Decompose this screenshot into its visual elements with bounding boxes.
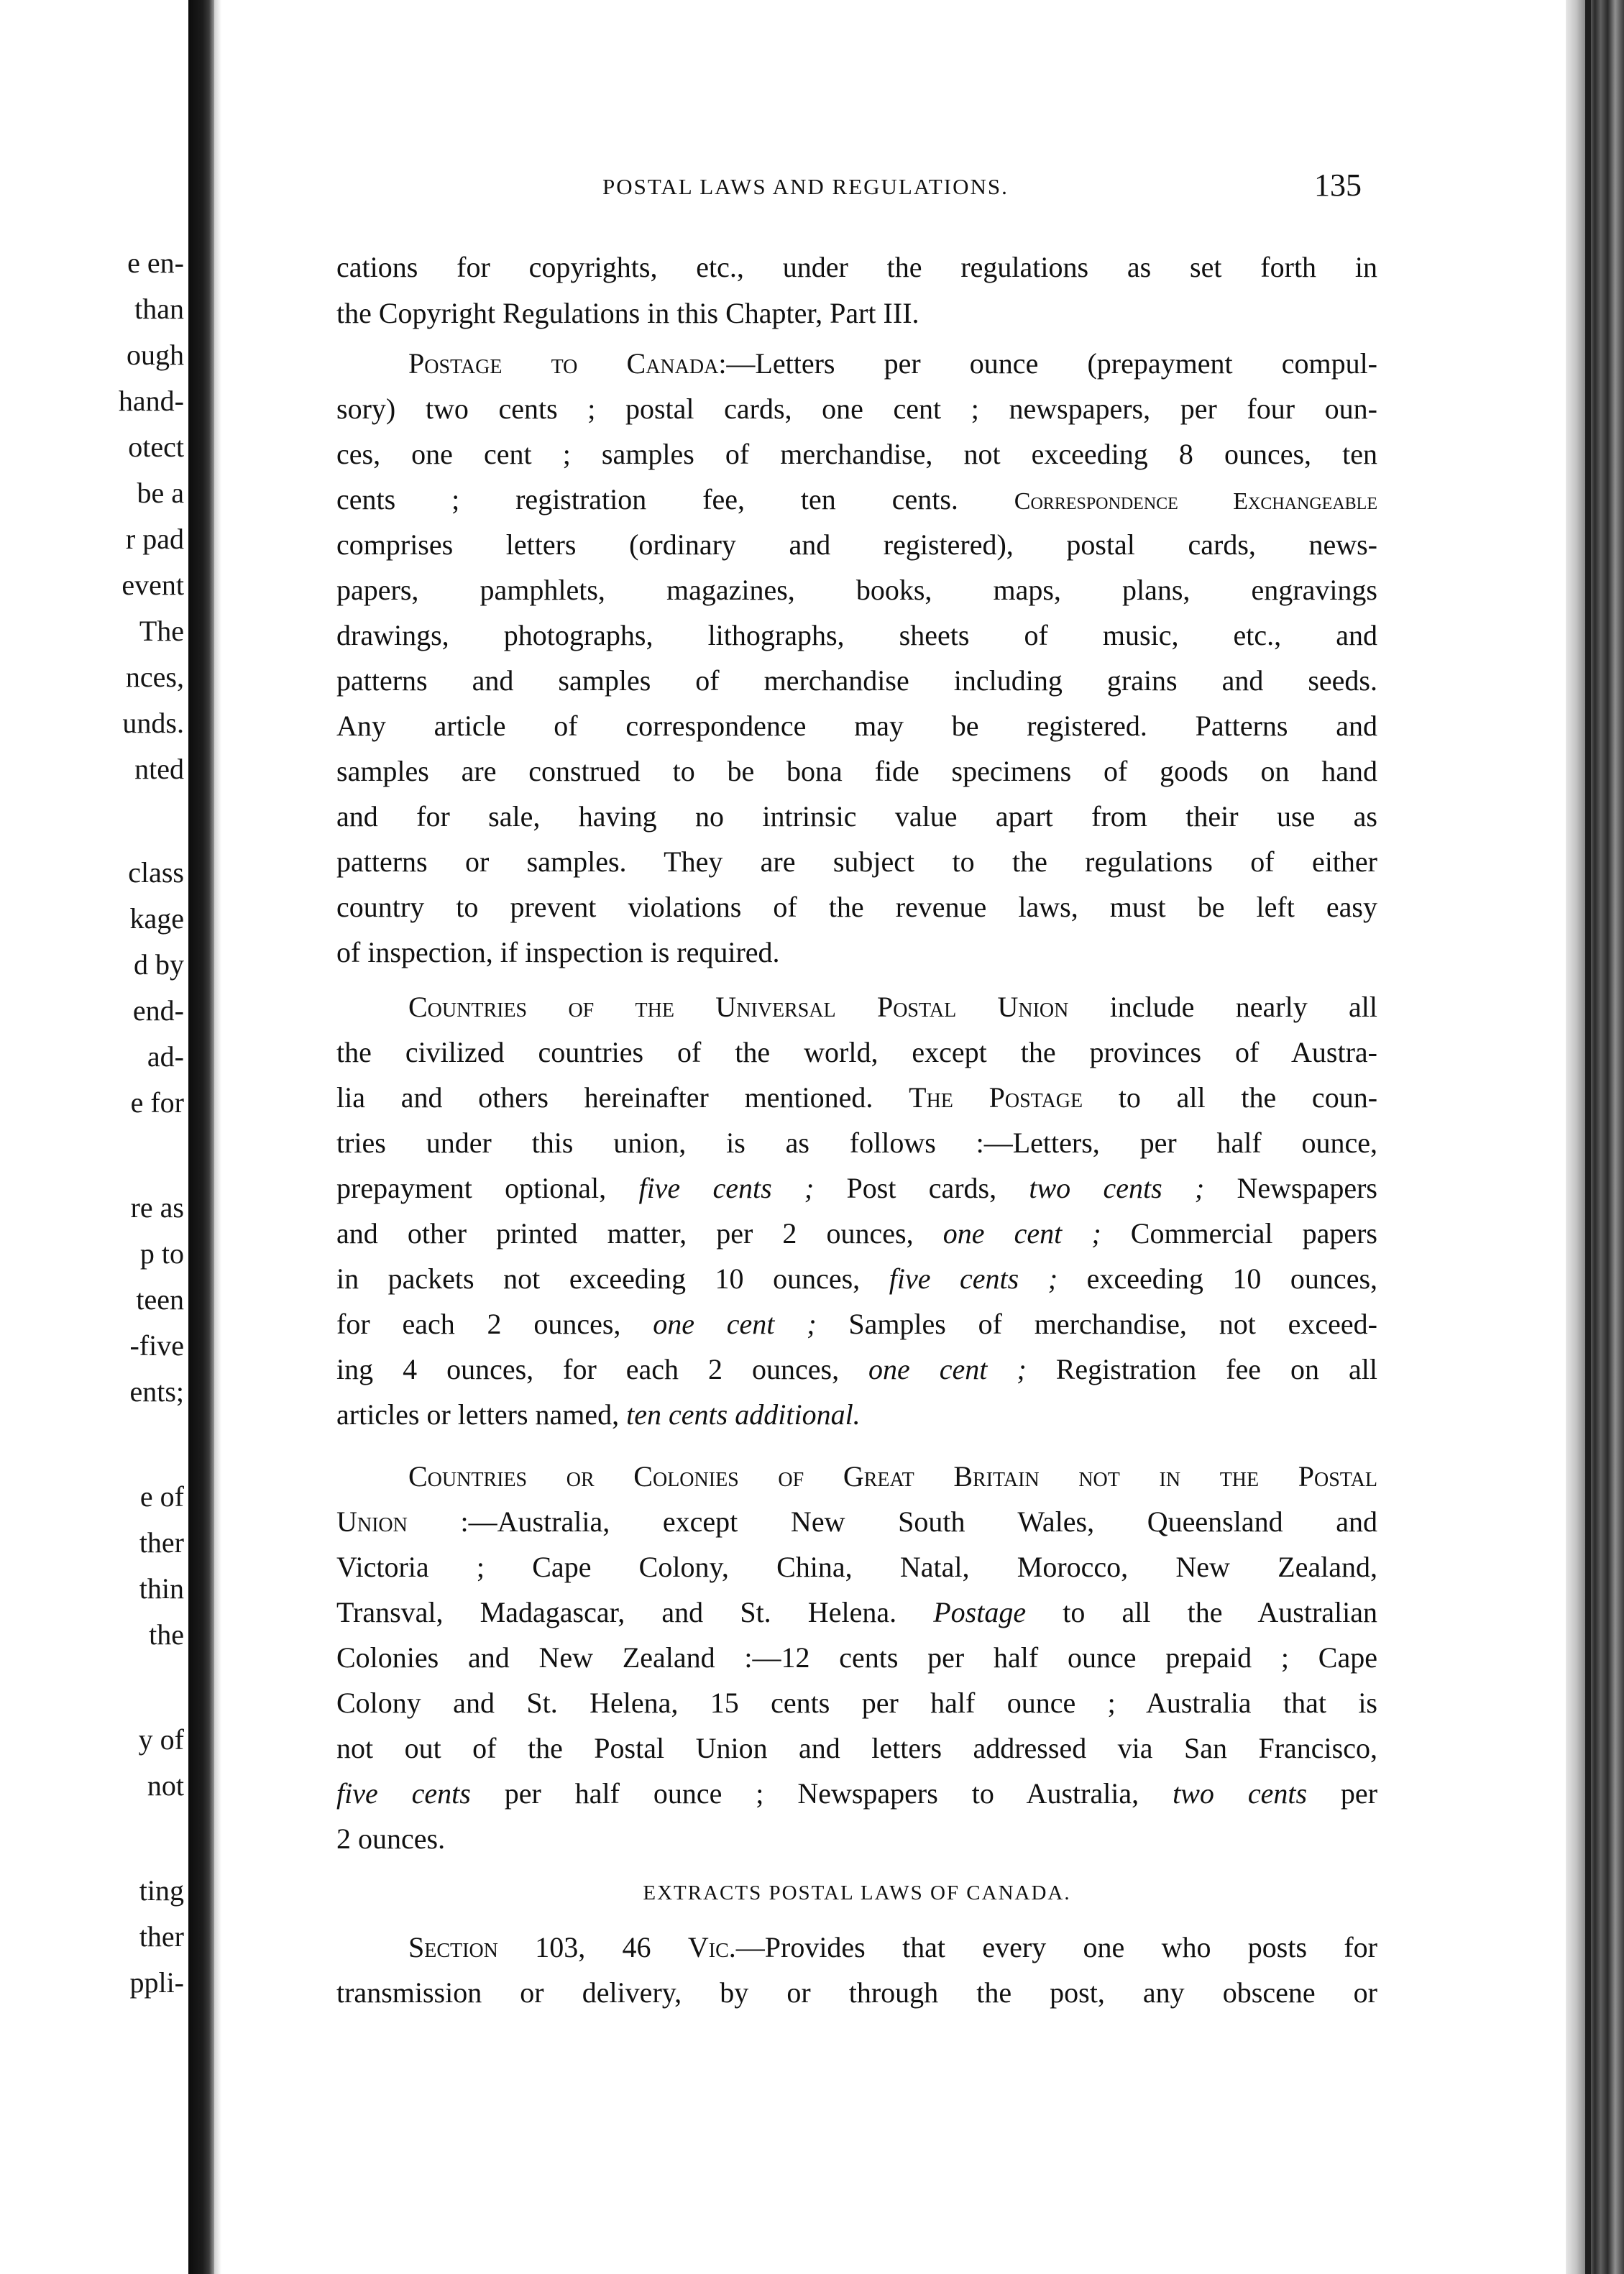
left-fragment: ppli- [129, 1966, 184, 1999]
text-line: and other printed matter, per 2 ounces, one cent ; Commercial papers [336, 1217, 1377, 1250]
text-line: of inspection, if inspection is required. [336, 936, 780, 968]
left-fragment: class [128, 856, 184, 889]
text-line: articles or letters named, ten cents additional. [336, 1398, 861, 1431]
left-fragment: d by [134, 948, 184, 981]
left-fragment: ther [139, 1526, 184, 1559]
left-fragment: r pad [125, 523, 184, 555]
small-caps-heading: Section [408, 1931, 498, 1963]
binding-strip [1585, 0, 1591, 2274]
left-fragment: ents; [129, 1375, 184, 1408]
left-fragment: the [149, 1618, 184, 1651]
text-line: comprises letters (ordinary and registered), postal cards, news- [336, 528, 1377, 561]
text-line: 2 ounces. [336, 1823, 446, 1855]
text-line: Countries of the Universal Postal Union include nearly all [408, 991, 1377, 1023]
left-fragment: p to [139, 1237, 184, 1270]
text-line [336, 1458, 1377, 1495]
text-line: Postage to Canada:—Letters per ounce (prepayment compul- [408, 347, 1378, 380]
left-fragment: e en- [127, 247, 184, 279]
small-caps-heading: Correspondence Exchangeable [1014, 488, 1377, 515]
small-caps-heading: Union [336, 1505, 408, 1538]
text-line: sory) two cents ; postal cards, one cent ; newspapers, per four oun- [336, 393, 1377, 425]
text-line: for each 2 ounces, one cent ; Samples of merchandise, not exceed- [336, 1308, 1377, 1340]
small-caps-heading: Countries or Colonies of Great Britain not in the Postal [408, 1460, 1377, 1493]
running-head: POSTAL LAWS AND REGULATIONS. [602, 174, 1009, 199]
left-fragment: event [121, 569, 184, 601]
left-fragment: y of [138, 1723, 184, 1756]
text-line: Victoria ; Cape Colony, China, Natal, Morocco, New Zealand, [336, 1551, 1377, 1583]
left-fragment: ther [139, 1920, 184, 1953]
gutter-shadow [214, 0, 221, 2274]
left-fragment: kage [129, 902, 184, 935]
left-facing-page [0, 0, 188, 2274]
left-fragment: ough [127, 339, 184, 371]
text-line: ing 4 ounces, for each 2 ounces, one cent ; Registration fee on all [336, 1353, 1377, 1385]
left-fragment: re as [130, 1191, 184, 1224]
left-fragment: teen [136, 1283, 184, 1316]
text-line: and for sale, having no intrinsic value apart from their use as [336, 800, 1377, 833]
text-line: tries under this union, is as follows :—Letters, per half ounce, [336, 1127, 1377, 1159]
left-fragment: nted [134, 753, 184, 785]
left-fragment: nces, [125, 661, 184, 693]
text-line: not out of the Postal Union and letters addressed via San Francisco, [336, 1732, 1377, 1764]
text-line: cations for copyrights, etc., under the regulations as set forth in [336, 251, 1377, 283]
text-line: the civilized countries of the world, except the provinces of Austra- [336, 1036, 1377, 1068]
text-line: Union :—Australia, except New South Wales, Queensland and [336, 1505, 1377, 1538]
left-fragment: otect [128, 431, 184, 463]
text-line: ces, one cent ; samples of merchandise, not exceeding 8 ounces, ten [336, 438, 1377, 470]
left-fragment: ting [139, 1874, 184, 1907]
text-line: in packets not exceeding 10 ounces, five cents ; exceeding 10 ounces, [336, 1262, 1378, 1295]
text-line: Colony and St. Helena, 15 cents per half ounce ; Australia that is [336, 1687, 1377, 1719]
left-fragment: ad- [147, 1040, 184, 1073]
text-line: prepayment optional, five cents ; Post cards, two cents ; Newspapers [336, 1172, 1377, 1204]
text-line: five cents per half ounce ; Newspapers to Australia, two cents per [336, 1777, 1378, 1810]
small-caps-heading: The Postage [909, 1081, 1083, 1114]
left-fragment: be a [137, 477, 184, 509]
left-fragment: -five [129, 1329, 184, 1362]
text-line: patterns and samples of merchandise including grains and seeds. [336, 664, 1377, 697]
left-fragment: The [139, 615, 184, 647]
text-line: patterns or samples. They are subject to the regulations of either [336, 845, 1377, 878]
left-fragment: thin [139, 1572, 184, 1605]
left-fragment: not [147, 1769, 184, 1802]
left-fragment: end- [132, 994, 184, 1027]
text-line: drawings, photographs, lithographs, sheets of music, etc., and [336, 619, 1377, 651]
text-line: Transval, Madagascar, and St. Helena. Postage to all the Australian [336, 1596, 1378, 1628]
page-135 [221, 0, 1566, 2274]
book-gutter [188, 0, 214, 2274]
left-fragment: hand- [118, 385, 184, 417]
text-line: papers, pamphlets, magazines, books, maps, plans, engravings [336, 574, 1377, 606]
left-fragment: e for [130, 1086, 184, 1119]
book-right-edge [1566, 0, 1624, 2274]
text-line: transmission or delivery, by or through the post, any obscene or [336, 1976, 1377, 2009]
text-line: Colonies and New Zealand :—12 cents per half ounce prepaid ; Cape [336, 1641, 1377, 1674]
left-fragment: e of [139, 1480, 184, 1513]
section-heading: EXTRACTS POSTAL LAWS OF CANADA. [643, 1881, 1071, 1904]
small-caps-heading: Countries of the Universal Postal Union [408, 991, 1069, 1023]
left-fragment: than [134, 293, 184, 325]
text-line: Any article of correspondence may be registered. Patterns and [336, 710, 1377, 742]
text-line: lia and others hereinafter mentioned. The Postage to all the coun- [336, 1081, 1378, 1114]
text-line: country to prevent violations of the revenue laws, must be left easy [336, 891, 1377, 923]
text-line: Section 103, 46 Vic.—Provides that every one who posts for [408, 1931, 1377, 1963]
text-line: the Copyright Regulations in this Chapter, Part III. [336, 297, 919, 329]
text-line: samples are construed to be bona fide specimens of goods on hand [336, 755, 1377, 787]
page-number: 135 [1314, 168, 1362, 203]
left-fragment: unds. [122, 707, 184, 739]
small-caps-heading: Postage to Canada [408, 347, 719, 380]
text-line: cents ; registration fee, ten cents. Correspondence Exchangeable [336, 483, 1377, 515]
